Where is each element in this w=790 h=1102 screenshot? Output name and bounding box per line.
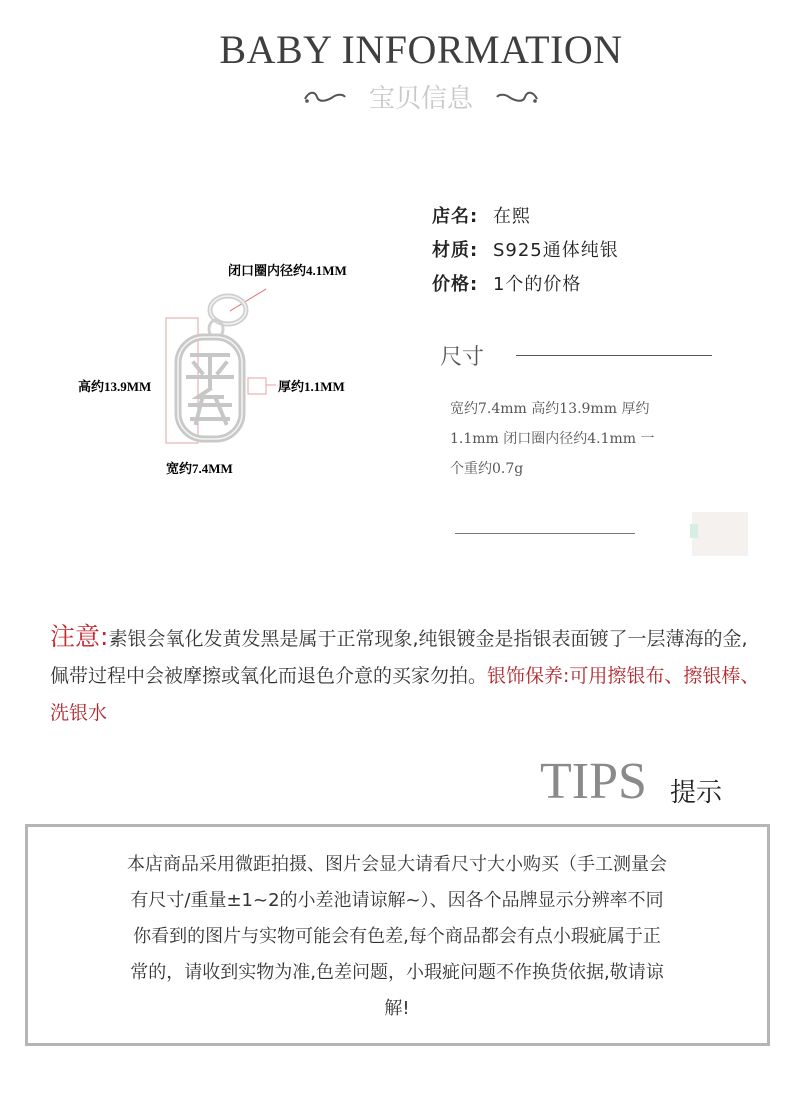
tips-line-4: 常的，请收到实物为准,色差问题，小瑕疵问题不作换货依据,敬请谅	[130, 962, 664, 983]
size-divider	[516, 355, 712, 356]
right-flourish-icon	[495, 89, 539, 105]
size-line-1: 宽约7.4mm 高约13.9mm 厚约	[450, 401, 650, 417]
material-value: S925通体纯银	[492, 240, 619, 261]
thickness-label: 厚约1.1MM	[278, 379, 345, 394]
price-label: 价格:	[432, 274, 479, 295]
tips-text	[62, 847, 732, 1027]
tips-line-3: 你看到的图片与实物可能会有色差,每个商品都会有点小瑕疵属于正	[133, 926, 661, 947]
size-line-2: 1.1mm 闭口圈内径约4.1mm 一	[450, 431, 655, 447]
product-diagram	[70, 255, 390, 495]
height-label: 高约13.9MM	[78, 379, 152, 394]
price-row	[432, 270, 581, 296]
tips-subtitle: 提示	[670, 778, 723, 808]
store-label: 店名:	[432, 206, 479, 227]
width-label: 宽约7.4MM	[166, 461, 233, 476]
tips-line-5: 解!	[384, 998, 410, 1019]
store-row	[432, 202, 531, 228]
left-flourish-icon	[303, 89, 347, 105]
page-title: BABY INFORMATION	[219, 27, 623, 72]
care-tip: 银饰保养:可用擦银布、擦银棒、洗银水	[50, 665, 760, 724]
pendant-characters	[188, 355, 232, 423]
size-line-3: 个重约0.7g	[450, 461, 524, 477]
notice-heading: 注意:	[50, 622, 109, 651]
swatch-accent	[690, 524, 698, 538]
size-heading: 尺寸	[440, 345, 485, 370]
material-label: 材质:	[432, 240, 479, 261]
tips-line-2: 有尺寸/重量±1~2的小差池请谅解~）、因各个品牌显示分辨率不同	[130, 890, 664, 911]
ring-label: 闭口圈内径约4.1MM	[228, 263, 347, 278]
store-value: 在熙	[492, 206, 531, 227]
page-subtitle: 宝贝信息	[368, 84, 473, 114]
notice-paragraph	[50, 618, 762, 732]
tips-title: TIPS	[540, 753, 647, 810]
price-value: 1个的价格	[492, 274, 582, 295]
thickness-guide-box	[248, 378, 266, 394]
size-description	[450, 394, 720, 484]
color-swatch	[692, 512, 748, 556]
notice-body: 素银会氧化发黄发黑是属于正常现象,纯银镀金是指银表面镀了一层薄海的金,佩带过程中会被摩擦或氧化而退色介意的买家勿拍。	[50, 628, 748, 687]
tips-line-1: 本店商品采用微距拍摄、图片会显大请看尺寸大小购买（手工测量会	[127, 854, 667, 875]
subtitle-row	[0, 78, 790, 115]
material-row	[432, 236, 619, 262]
bottom-divider	[455, 533, 635, 534]
